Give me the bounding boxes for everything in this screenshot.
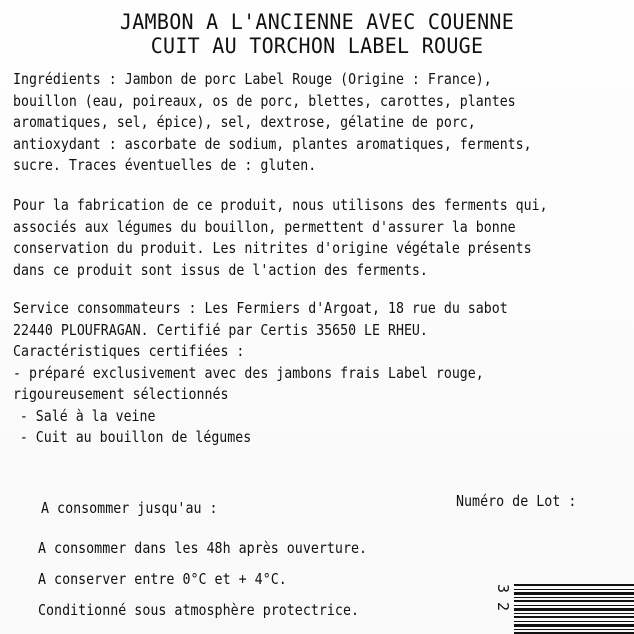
barcode-bars-icon [514, 584, 634, 634]
after-opening-notice: A consommer dans les 48h après ouverture. [38, 539, 368, 557]
certified-feature: - Cuit au bouillon de légumes [19, 428, 252, 446]
ingredients-line: Ingrédients : Jambon de porc Label Rouge (Origine : France), [13, 70, 492, 88]
lot-number-label: Numéro de Lot : [456, 492, 577, 510]
ingredients-block [13, 69, 532, 177]
service-line: 22440 PLOUFRAGAN. Certifié par Certis 35650 LE RHEU. [13, 320, 428, 339]
storage-notice: A conserver entre 0°C et + 4°C. [38, 570, 287, 588]
certified-feature: - préparé exclusivement avec des jambons frais Label rouge, [13, 363, 484, 382]
fabrication-block [13, 195, 548, 281]
certified-feature-continued: rigoureusement sélectionnés [13, 385, 229, 403]
fabrication-line: Pour la fabrication de ce produit, nous utilisons des ferments qui, [13, 196, 548, 214]
ingredients-line: sucre. Traces éventuelles de : gluten. [13, 156, 317, 174]
certified-feature: - Salé à la veine [19, 406, 156, 425]
fabrication-line: dans ce produit sont issus de l'action des ferments. [13, 260, 428, 279]
ingredients-line: aromatiques, sel, épice), sel, dextrose, gélatine de porc, [13, 113, 476, 131]
best-before-label: A consommer jusqu'au : [41, 499, 218, 517]
fabrication-line: conservation du produit. Les nitrites d'origine végétale présents [13, 239, 532, 257]
atmosphere-notice: Conditionné sous atmosphère protectrice. [38, 601, 360, 619]
barcode [494, 578, 634, 634]
product-title-line-2: CUIT AU TORCHON LABEL ROUGE [150, 34, 484, 59]
service-line: Service consommateurs : Les Fermiers d'Argoat, 18 rue du sabot [13, 299, 508, 317]
certified-features-heading: Caractéristiques certifiées : [13, 342, 245, 360]
ingredients-line: antioxydant : ascorbate de sodium, plantes aromatiques, ferments, [13, 134, 532, 153]
fabrication-line: associés aux légumes du bouillon, permettent d'assurer la bonne [13, 217, 516, 236]
consumer-service-block [13, 298, 508, 449]
product-title-line-1: JAMBON A L'ANCIENNE AVEC COUENNE [119, 10, 515, 35]
barcode-digits: 3 2 [494, 584, 512, 612]
ingredients-line: bouillon (eau, poireaux, os de porc, blettes, carottes, plantes [13, 91, 516, 110]
